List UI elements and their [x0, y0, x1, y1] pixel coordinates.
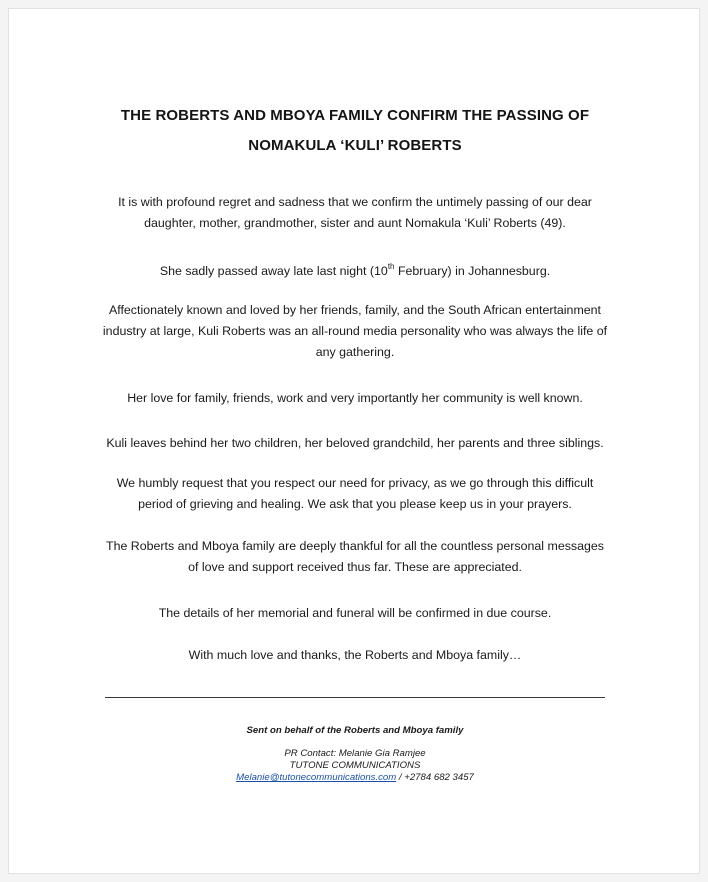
paragraph-biography	[9, 300, 701, 363]
paragraph-closing	[9, 645, 701, 666]
paragraph-memorial-details	[9, 603, 701, 624]
divider	[105, 697, 605, 698]
paragraph-line: daughter, mother, grandmother, sister and aunt Nomakula ‘Kuli’ Roberts (49).	[144, 216, 566, 230]
paragraph-love-for-family	[9, 388, 701, 409]
paragraph-line: Affectionately known and loved by her friends, family, and the South African entertainment	[108, 303, 601, 317]
press-release-page	[8, 8, 700, 874]
paragraph-line: industry at large, Kuli Roberts was an all-round media personality who was always the life of	[102, 324, 608, 338]
paragraph-line: of love and support received thus far. These are appreciated.	[188, 560, 522, 574]
date-text-after: February) in Johannesburg.	[394, 264, 551, 278]
paragraph-line: Kuli leaves behind her two children, her beloved grandchild, her parents and three siblings.	[106, 436, 604, 450]
paragraph-line	[9, 261, 701, 282]
headline-line-2: NOMAKULA ‘KULI’ ROBERTS	[248, 137, 462, 154]
sent-on-behalf: Sent on behalf of the Roberts and Mboya family	[246, 725, 464, 736]
paragraph-line: Her love for family, friends, work and very importantly her community is well known.	[127, 391, 583, 405]
date-superscript: th	[387, 261, 395, 271]
paragraph-line: With much love and thanks, the Roberts and Mboya family…	[188, 648, 522, 662]
paragraph-line: We humbly request that you respect our need for privacy, as we go through this difficult	[116, 476, 594, 490]
paragraph-line: The details of her memorial and funeral will be confirmed in due course.	[158, 606, 552, 620]
contact-line	[9, 772, 701, 784]
paragraph-line: It is with profound regret and sadness that we confirm the untimely passing of our dear	[118, 195, 592, 209]
paragraph-line: any gathering.	[315, 345, 395, 359]
paragraph-privacy-request	[9, 473, 701, 515]
email-link[interactable]: Melanie@tutonecommunications.com	[236, 772, 397, 783]
paragraph-line: period of grieving and healing. We ask that you please keep us in your prayers.	[138, 497, 572, 511]
pr-contact: PR Contact: Melanie Gia Ramjee	[284, 748, 426, 759]
paragraph-thanks	[9, 536, 701, 578]
paragraph-passing-date	[9, 261, 701, 282]
date-text-before: She sadly passed away late last night (10	[159, 264, 388, 278]
headline-line-1: THE ROBERTS AND MBOYA FAMILY CONFIRM THE PASSING OF	[120, 107, 590, 124]
paragraph-announcement	[9, 192, 701, 234]
phone-number: / +2784 682 3457	[396, 772, 474, 783]
paragraph-line: The Roberts and Mboya family are deeply thankful for all the countless personal messages	[106, 539, 604, 553]
company-name: TUTONE COMMUNICATIONS	[289, 760, 421, 771]
paragraph-survivors	[9, 433, 701, 454]
